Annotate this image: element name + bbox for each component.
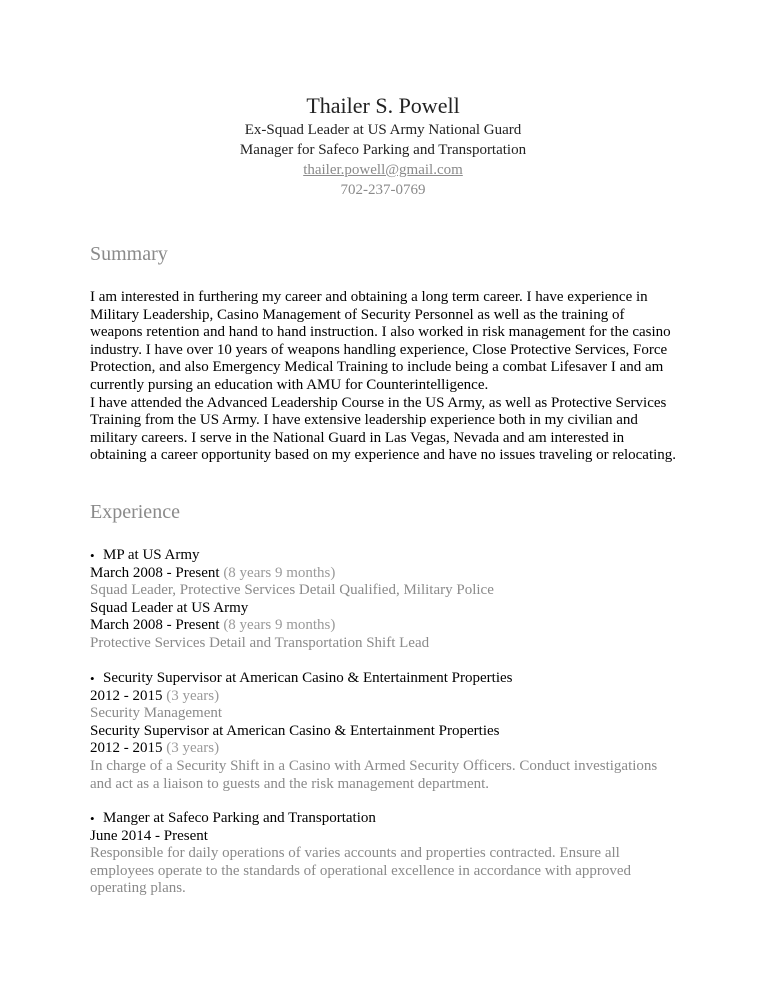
summary-paragraph-1: I am interested in furthering my career and obtaining a long term career. I have experience in Military Leadership, Casino Management of Security Personnel as well as the training of weapons retention and hand to hand instruction. I also worked in risk management for the casino industry. I have over 10 years of weapons handling experience, Close Protective Services, Force Protection, and also Emergency Medical Training to include being a combat Lifesaver I and am currently pursing an education with AMU for Counterintelligence. <box>90 289 671 393</box>
headline-2: Manager for Safeco Parking and Transportation <box>239 142 527 158</box>
job-dates-text: March 2008 - Present <box>90 564 220 581</box>
job-dates-text: 2012 - 2015 <box>90 687 163 704</box>
summary-paragraph-2: I have attended the Advanced Leadership Course in the US Army, as well as Protective Services Training from the US Army. I have extensive leadership experience both in my civilian and military careers. I serve in the National Guard in Las Vegas, Nevada and am interested in obtaining a career opportunity based on my experience and have no issues traveling or relocating. <box>90 394 677 464</box>
job-title-text: Manger at Safeco Parking and Transportation <box>103 810 376 826</box>
bullet-icon: • <box>90 811 95 826</box>
job-entry-2 <box>90 670 680 793</box>
job-dates <box>90 688 680 706</box>
job-duration: (8 years 9 months) <box>223 617 336 634</box>
job-description: Squad Leader, Protective Services Detail Qualified, Military Police <box>90 582 494 599</box>
job-entry-3 <box>90 810 680 898</box>
job-title-text: Security Supervisor at American Casino & Entertainment Properties <box>103 670 513 686</box>
job-title <box>90 547 680 565</box>
job-duration: (3 years) <box>166 687 220 704</box>
job-duration: (3 years) <box>166 740 220 757</box>
job-dates <box>90 617 680 635</box>
job-description: Security Management <box>90 705 223 722</box>
bullet-icon: • <box>90 548 95 563</box>
email-link[interactable]: thailer.powell@gmail.com <box>303 162 463 178</box>
job-dates-text: 2012 - 2015 <box>90 740 163 757</box>
job-title-text: MP at US Army <box>103 547 200 563</box>
bullet-icon: • <box>90 671 95 686</box>
job-entry-1 <box>90 547 680 653</box>
job-description: Protective Services Detail and Transportation Shift Lead <box>90 634 430 651</box>
job-description: In charge of a Security Shift in a Casino with Armed Security Officers. Conduct investigations and act as a liaison to guests and the risk management department. <box>90 757 658 792</box>
job-dates-text: March 2008 - Present <box>90 617 220 634</box>
person-name: Thailer S. Powell <box>306 93 460 118</box>
phone-number: 702-237-0769 <box>340 182 426 198</box>
summary-text <box>90 289 680 465</box>
job-description: Responsible for daily operations of varies accounts and properties contracted. Ensure all employees operate to the standards of operational excellence in accordance with approved operating plans. <box>90 845 632 897</box>
summary-heading: Summary <box>90 243 168 265</box>
job-subtitle: Squad Leader at US Army <box>90 599 249 616</box>
job-subtitle: Security Supervisor at American Casino & Entertainment Properties <box>90 722 500 739</box>
job-dates: June 2014 - Present <box>90 827 208 844</box>
job-dates <box>90 740 680 758</box>
job-duration: (8 years 9 months) <box>223 564 336 581</box>
resume-header <box>90 92 676 200</box>
job-dates <box>90 565 680 583</box>
job-title <box>90 670 680 688</box>
headline-1: Ex-Squad Leader at US Army National Guard <box>244 122 522 138</box>
experience-heading: Experience <box>90 501 180 523</box>
job-title <box>90 810 680 828</box>
